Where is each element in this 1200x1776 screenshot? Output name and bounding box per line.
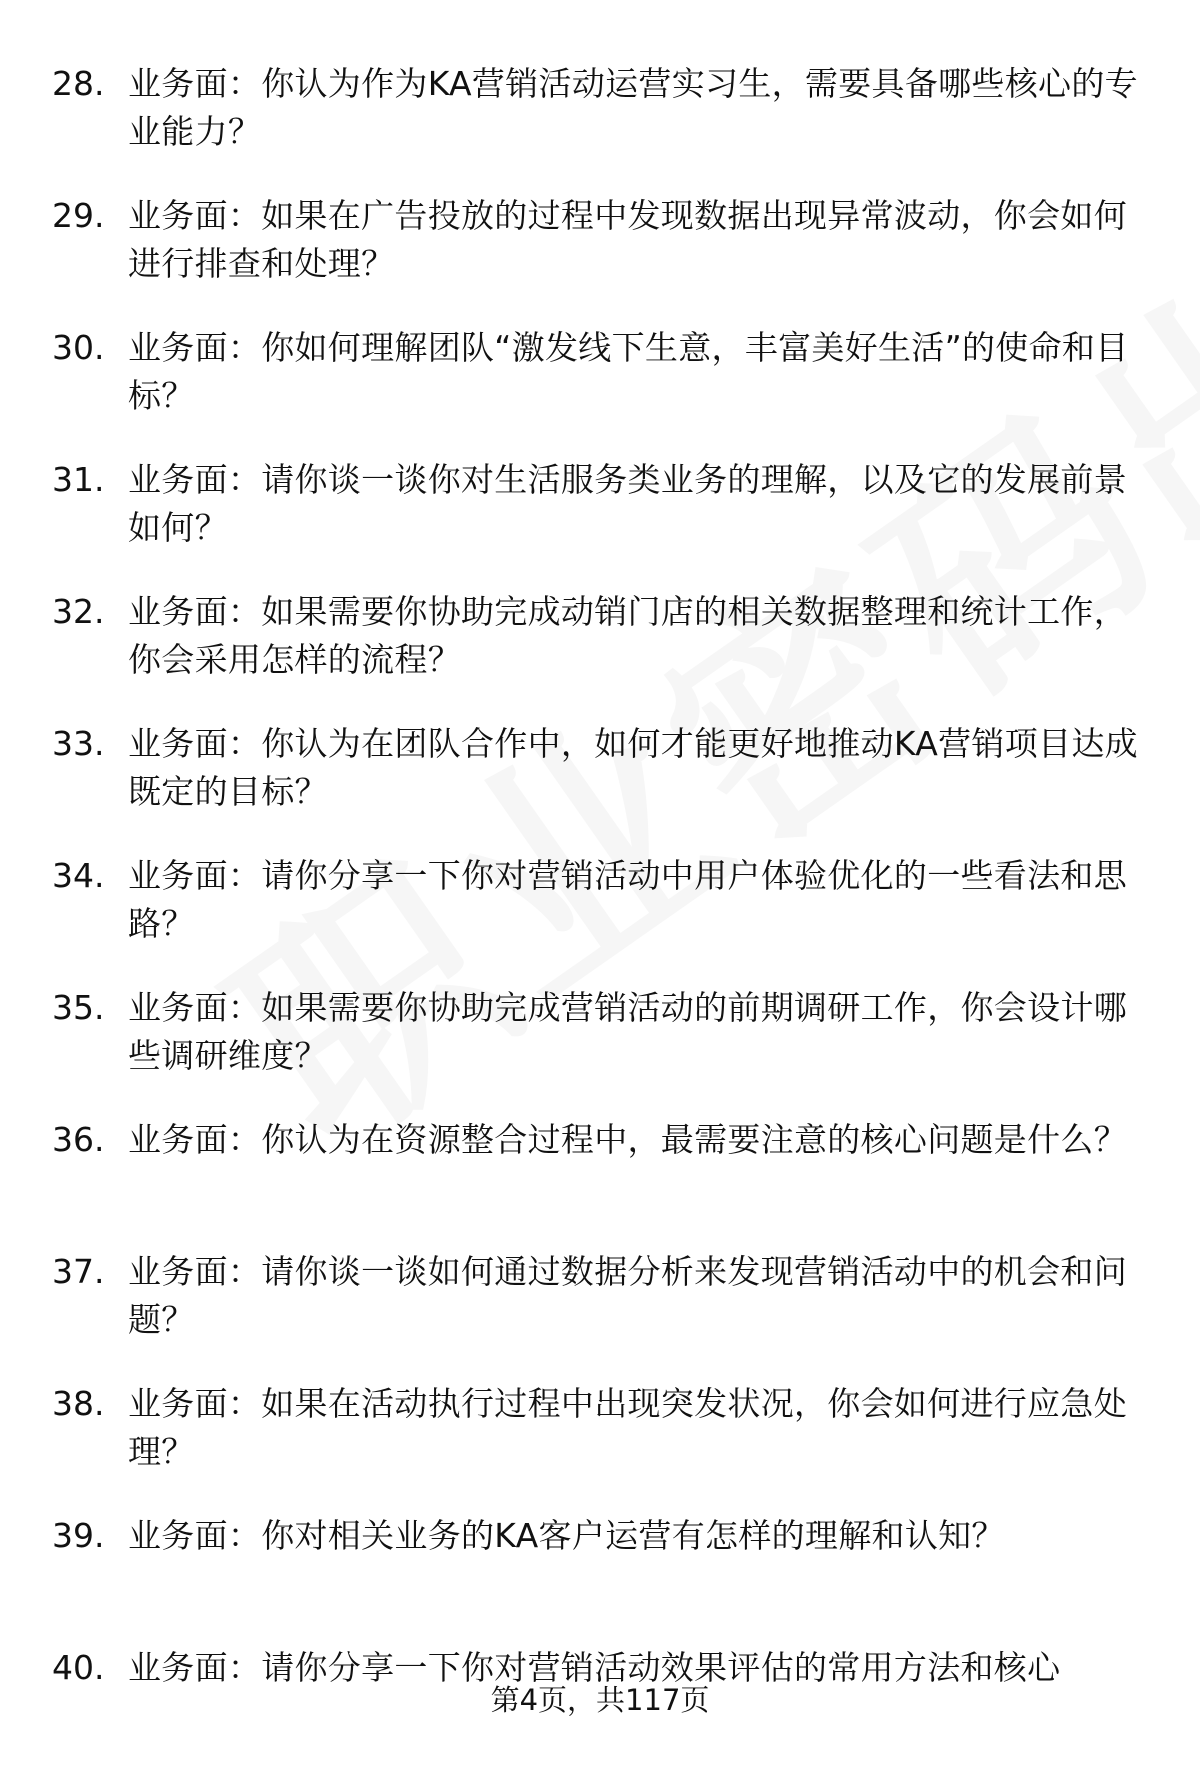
question-text: 业务面：你认为在资源整合过程中，最需要注意的核心问题是什么？: [128, 1120, 1127, 1159]
question-item: [0, 324, 1200, 456]
question-item: [0, 456, 1200, 588]
question-text: 业务面：你如何理解团队“激发线下生意，丰富美好生活”的使命和目标？: [128, 328, 1129, 415]
question-item: [0, 60, 1200, 192]
question-number: 39.: [52, 1516, 105, 1555]
question-item: [0, 1248, 1200, 1380]
question-item: [0, 1380, 1200, 1512]
question-number: 35.: [52, 988, 105, 1027]
question-item: [0, 192, 1200, 324]
question-number: 40.: [52, 1648, 105, 1687]
question-text: 业务面：如果在活动执行过程中出现突发状况，你会如何进行应急处理？: [128, 1384, 1127, 1471]
question-number: 38.: [52, 1384, 105, 1423]
question-text: 业务面：请你分享一下你对营销活动效果评估的常用方法和核心: [128, 1648, 1061, 1687]
question-text: 业务面：你认为作为KA营销活动运营实习生，需要具备哪些核心的专业能力？: [128, 64, 1138, 151]
question-item: [0, 852, 1200, 984]
question-item: [0, 588, 1200, 720]
question-number: 36.: [52, 1120, 105, 1159]
question-item: [0, 720, 1200, 852]
question-text: 业务面：如果在广告投放的过程中发现数据出现异常波动，你会如何进行排查和处理？: [128, 196, 1127, 283]
question-number: 33.: [52, 724, 105, 763]
question-item: [0, 984, 1200, 1116]
question-number: 30.: [52, 328, 105, 367]
question-number: 34.: [52, 856, 105, 895]
question-number: 37.: [52, 1252, 105, 1291]
question-number: 29.: [52, 196, 105, 235]
question-text: 业务面：你对相关业务的KA客户运营有怎样的理解和认知？: [128, 1516, 1005, 1555]
question-number: 28.: [52, 64, 105, 103]
question-text: 业务面：如果需要你协助完成营销活动的前期调研工作，你会设计哪些调研维度？: [128, 988, 1127, 1075]
question-text: 业务面：请你谈一谈如何通过数据分析来发现营销活动中的机会和问题？: [128, 1252, 1127, 1339]
question-number: 32.: [52, 592, 105, 631]
question-text: 业务面：你认为在团队合作中，如何才能更好地推动KA营销项目达成既定的目标？: [128, 724, 1138, 811]
question-list: [0, 60, 1200, 1776]
page-footer: 第4页，共117页: [490, 1683, 710, 1717]
question-text: 业务面：请你谈一谈你对生活服务类业务的理解，以及它的发展前景如何？: [128, 460, 1127, 547]
question-number: 31.: [52, 460, 105, 499]
question-item: [0, 1116, 1200, 1248]
question-text: 业务面：如果需要你协助完成动销门店的相关数据整理和统计工作，你会采用怎样的流程？: [128, 592, 1127, 679]
question-item: [0, 1512, 1200, 1644]
question-text: 业务面：请你分享一下你对营销活动中用户体验优化的一些看法和思路？: [128, 856, 1127, 943]
